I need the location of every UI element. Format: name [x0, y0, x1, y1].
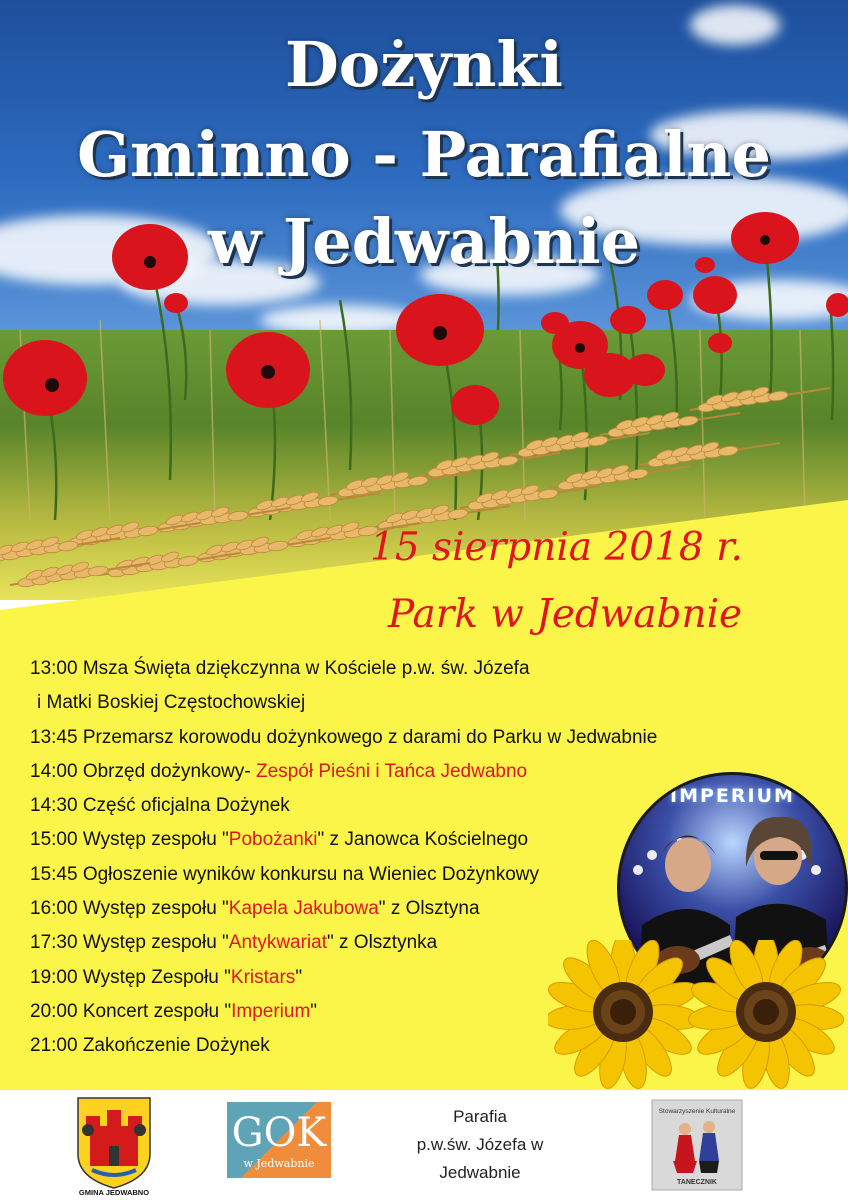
program-highlight: Kristars — [230, 966, 296, 988]
parafia-line-1: Parafia — [453, 1107, 507, 1126]
dancers-logo-icon — [651, 1099, 743, 1191]
program-text: 15:45 Ogłoszenie wyników konkursu na Wieniec Dożynkowy — [30, 863, 540, 885]
gmina-label: GMINA JEDWABNO — [78, 1188, 150, 1196]
program-text: 13:45 Przemarsz korowodu dożynkowego z darami do Parku w Jedwabnie — [30, 726, 658, 748]
program-row — [30, 961, 630, 995]
coat-of-arms-icon — [74, 1096, 154, 1196]
gok-logo-icon — [227, 1102, 331, 1178]
program-text: i Matki Boskiej Częstochowskiej — [37, 692, 306, 714]
title-line-3: w Jedwabnie — [207, 205, 641, 278]
program-row — [30, 721, 658, 755]
program-list — [30, 652, 658, 1064]
gok-logo-text: GOK — [231, 1110, 327, 1156]
program-text: " — [295, 966, 303, 988]
program-row — [30, 755, 630, 789]
program-text: 13:00 Msza Święta dziękczynna w Kościele p.w. św. Józefa — [30, 658, 530, 679]
gok-logo-subtext: w Jedwabnie — [243, 1157, 315, 1170]
program-highlight: Pobożanki — [228, 829, 318, 851]
program-text: " z Janowca Kościelnego — [317, 829, 529, 851]
program-row — [30, 995, 630, 1029]
parafia-line-2: p.w.św. Józefa w — [416, 1135, 544, 1154]
tanecznik-label: TANECZNIK — [677, 1179, 717, 1186]
program-row — [30, 858, 630, 892]
program-text: 20:00 Koncert zespołu " — [30, 1000, 232, 1022]
program-highlight: Zespół Pieśni i Tańca Jedwabno — [256, 760, 528, 782]
parafia-text — [405, 1103, 555, 1187]
program-highlight: Imperium — [231, 1000, 311, 1022]
program-row — [30, 1029, 630, 1063]
title-line-1: Dożynki — [285, 28, 563, 101]
program-text: 14:00 Obrzęd dożynkowy- — [30, 760, 257, 782]
program-row — [30, 823, 630, 857]
program-row — [30, 789, 630, 823]
program-text: 17:30 Występ zespołu " — [30, 932, 229, 954]
program-row — [30, 686, 630, 720]
program-text: 16:00 Występ zespołu " — [30, 898, 229, 920]
sunflowers-illustration — [548, 940, 848, 1090]
footer-logos — [0, 1090, 848, 1200]
program-text: 19:00 Występ Zespołu " — [30, 966, 231, 988]
program-row — [30, 926, 630, 960]
program-text: 21:00 Zakończenie Dożynek — [30, 1035, 270, 1057]
program-row — [30, 892, 630, 926]
program-row — [30, 652, 630, 686]
title-line-2: Gminno - Parafialne — [77, 118, 771, 191]
parafia-line-3: Jedwabnie — [439, 1163, 521, 1182]
program-text: " z Olsztyna — [378, 898, 480, 920]
program-text: " z Olsztynka — [327, 932, 438, 954]
program-highlight: Kapela Jakubowa — [228, 898, 379, 920]
band-photo-name: IMPERIUM — [670, 785, 795, 807]
tanecznik-arc-text: Stowarzyszenie Kulturalne — [658, 1108, 736, 1115]
wheat-ears-illustration — [0, 380, 848, 610]
program-text: " — [310, 1000, 318, 1022]
event-venue: Park w Jedwabnie — [388, 592, 743, 637]
program-text: 14:30 Część oficjalna Dożynek — [30, 795, 290, 817]
program-text: 15:00 Występ zespołu " — [30, 829, 229, 851]
event-date: 15 sierpnia 2018 r. — [370, 525, 743, 570]
program-highlight: Antykwariat — [228, 932, 327, 954]
